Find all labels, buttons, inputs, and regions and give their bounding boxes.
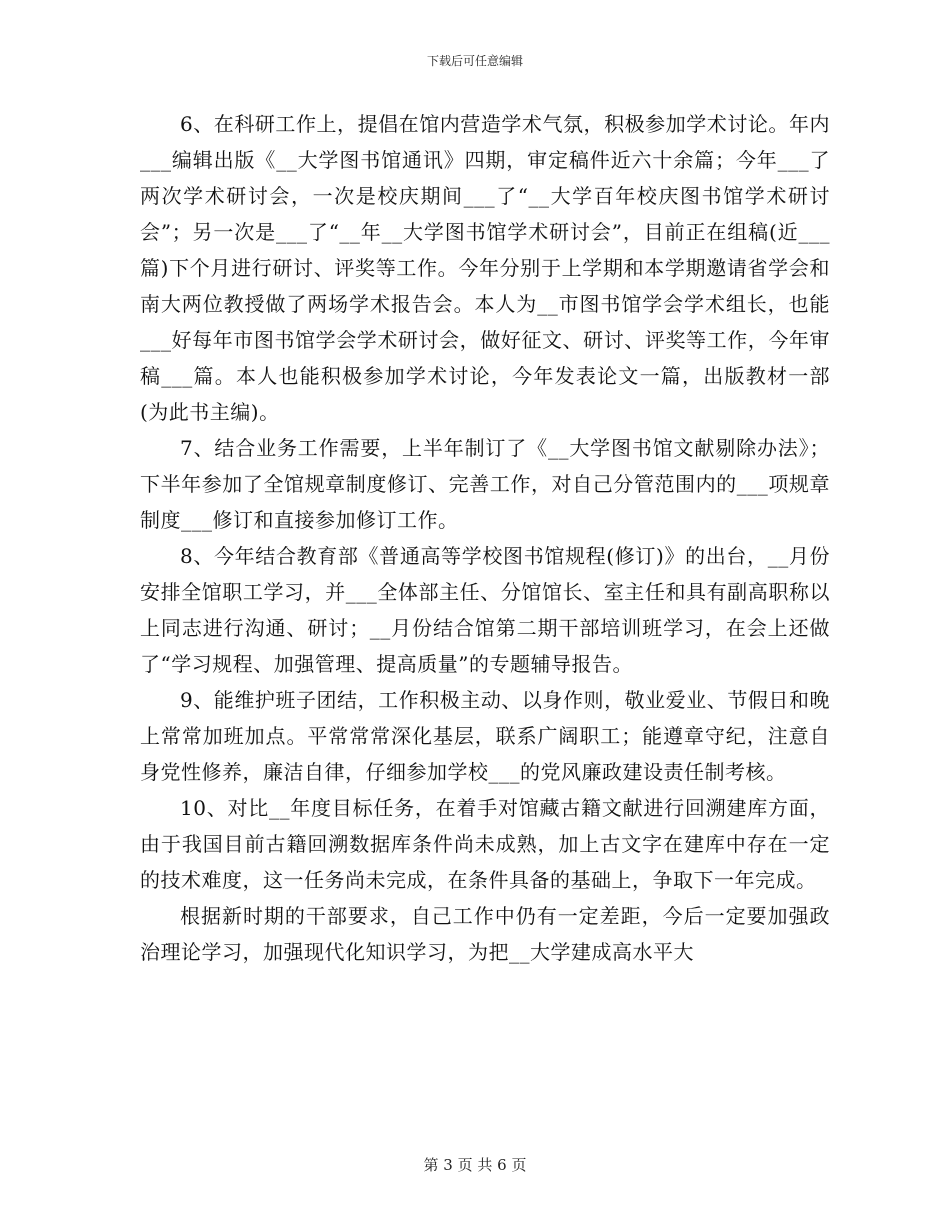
document-body — [140, 106, 830, 970]
page-header: 下载后可任意编辑 — [426, 54, 523, 68]
paragraph-item-6: 6、在科研工作上，提倡在馆内营造学术气氛，积极参加学术讨论。年内___编辑出版《__大学图书馆通讯》四期，审定稿件近六十余篇；今年___了两次学术研讨会，一次是校庆期间___了“__大学百年校庆图书馆学术研讨会”；另一次是___了“__年__大学图书馆学术研讨会”，目前正在组稿(近___篇)下个月进行研讨、评奖等工作。今年分别于上学期和本学期邀请省学会和南大两位教授做了两场学术报告会。本人为__市图书馆学会学术组长，也能___好每年市图书馆学会学术研讨会，做好征文、研讨、评奖等工作，今年审稿___篇。本人也能积极参加学术讨论，今年发表论文一篇，出版教材一部(为此书主编)。 — [140, 112, 830, 424]
paragraph-conclusion: 根据新时期的干部要求，自己工作中仍有一定差距，今后一定要加强政治理论学习，加强现代化知识学习，为把__大学建成高水平大 — [140, 904, 830, 964]
paragraph-item-9: 9、能维护班子团结，工作积极主动、以身作则，敬业爱业、节假日和晚上常常加班加点。平常常常深化基层，联系广阔职工；能遵章守纪，注意自身党性修养，廉洁自律，仔细参加学校___的党风廉政建设责任制考核。 — [140, 688, 830, 784]
page-number: 第 3 页 共 6 页 — [423, 1156, 527, 1174]
paragraph-item-10: 10、对比__年度目标任务，在着手对馆藏古籍文献进行回溯建库方面，由于我国目前古籍回溯数据库条件尚未成熟，加上古文字在建库中存在一定的技术难度，这一任务尚未完成，在条件具备的基础上，争取下一年完成。 — [140, 796, 830, 892]
paragraph-item-8: 8、今年结合教育部《普通高等学校图书馆规程(修订)》的出台，__月份安排全馆职工学习，并___全体部主任、分馆馆长、室主任和具有副高职称以上同志进行沟通、研讨；__月份结合馆第二期干部培训班学习，在会上还做了“学习规程、加强管理、提高质量”的专题辅导报告。 — [140, 544, 830, 676]
paragraph-item-7: 7、结合业务工作需要，上半年制订了《__大学图书馆文献剔除办法》；下半年参加了全馆规章制度修订、完善工作，对自己分管范围内的___项规章制度___修订和直接参加修订工作。 — [140, 436, 830, 532]
